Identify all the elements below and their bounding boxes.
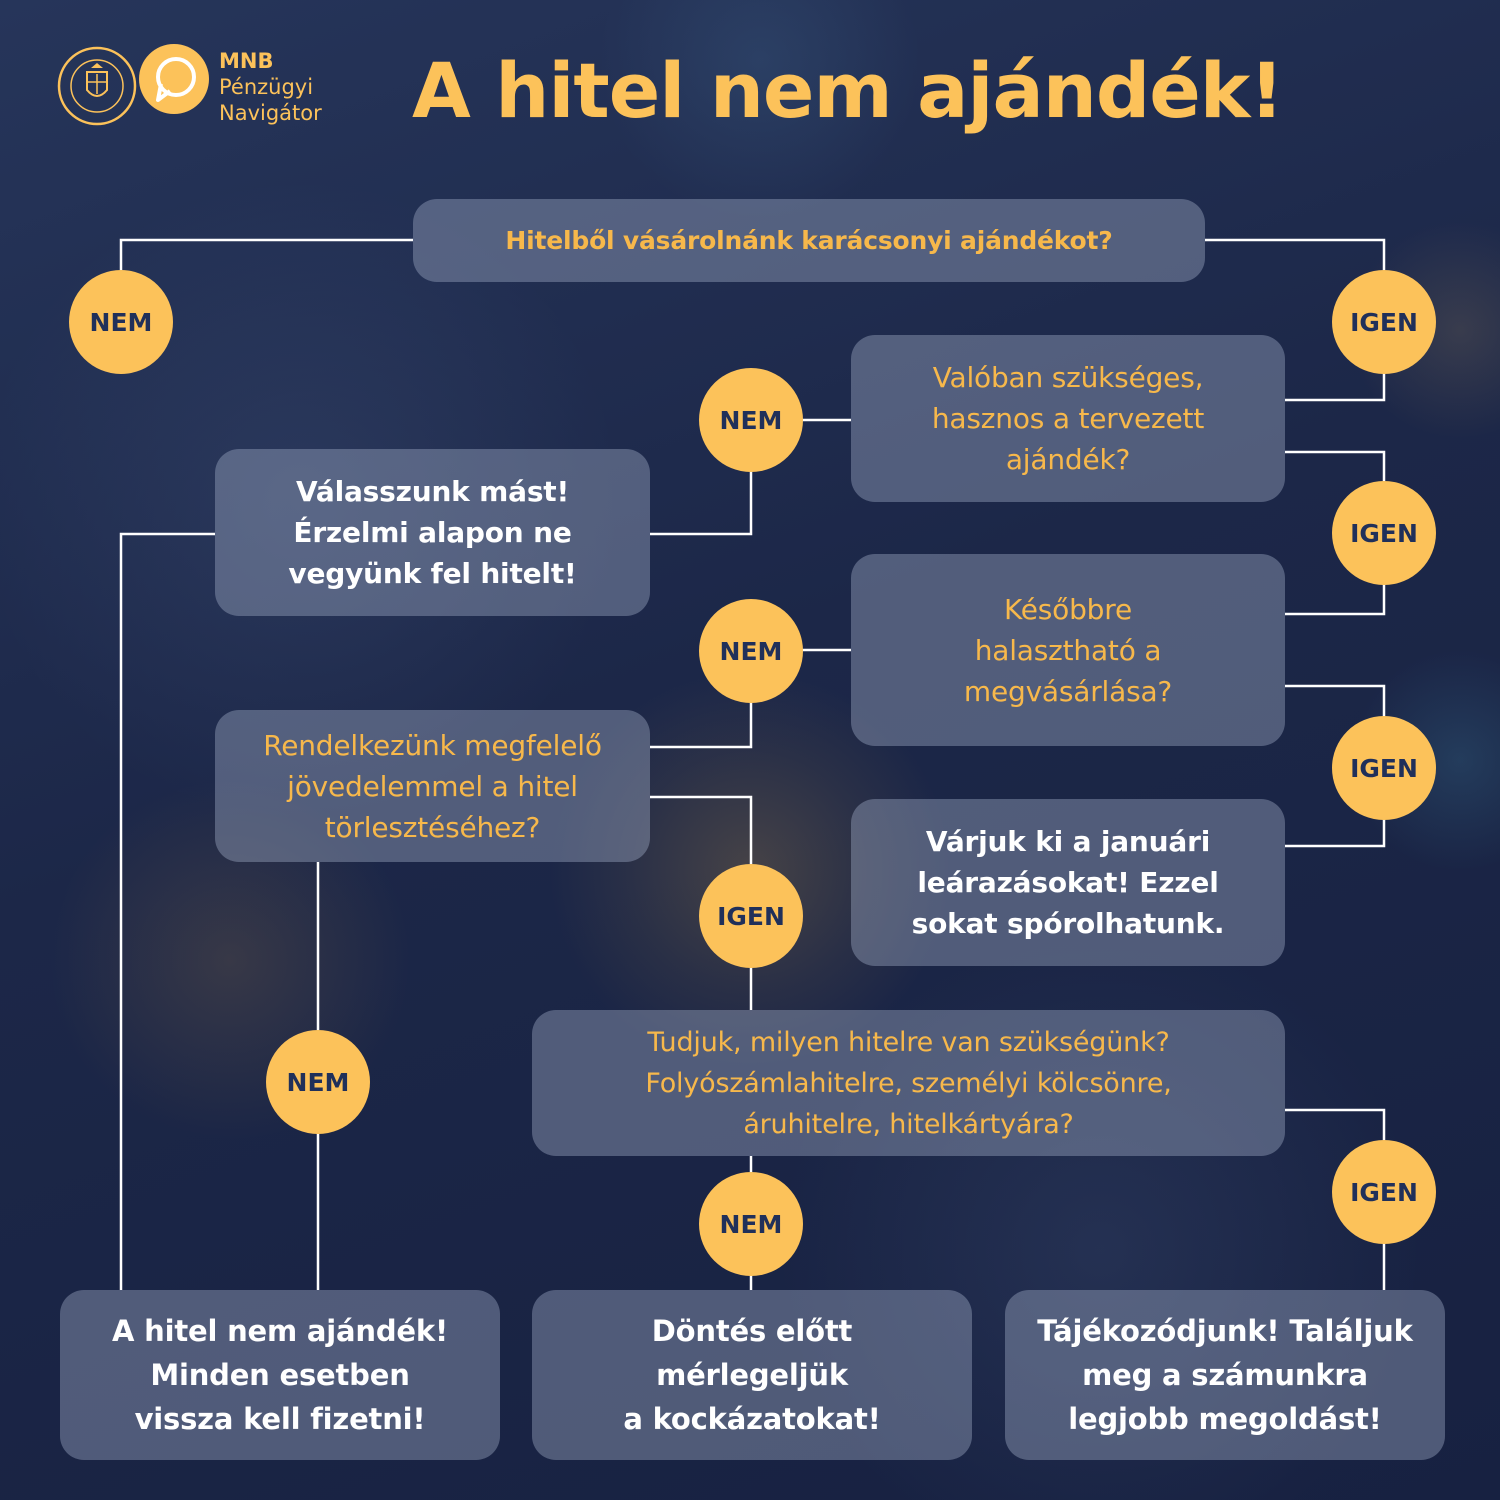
connector-choose-to-notgift [121,534,215,1290]
connector-gift-no [121,240,413,270]
answer-not-gift-text: A hitel nem ajándék! Minden esetben vissza kell fizetni! [112,1314,448,1436]
badge-no-postpone: NEM [699,599,803,703]
connector-loantype-yes [1285,1110,1384,1140]
connector-yes-to-postpone [1285,583,1384,614]
connector-gift-yes [1205,240,1384,270]
connector-postpone-yes [1285,686,1384,716]
answer-box-wait-sales [851,799,1285,966]
answer-box-find-best [1005,1290,1445,1460]
connector-no-to-income [650,701,751,747]
answer-weigh-risks-text: Döntés előtt mérlegeljük a kockázatokat! [623,1314,881,1436]
logo-brand: MNB [219,49,274,73]
badge-no-loan-type: NEM [699,1172,803,1276]
badge-yes-income: IGEN [699,864,803,968]
question-box-income [215,710,650,862]
badge-yes-gift: IGEN [1332,270,1436,374]
logo-line1: Pénzügyi [219,75,314,99]
navigator-icon [139,44,209,114]
badge-no-needed: NEM [699,368,803,472]
answer-box-not-gift [60,1290,500,1460]
connector-needed-yes [1285,452,1384,481]
badge-yes-loan-type: IGEN [1332,1140,1436,1244]
badge-yes-postpone: IGEN [1332,716,1436,820]
mnb-seal-icon [57,44,137,136]
badge-no-gift: NEM [69,270,173,374]
answer-wait-sales-text: Várjuk ki a januári leárazásokat! Ezzel sokat spórolhatunk. [911,825,1225,940]
answer-box-weigh-risks [532,1290,972,1460]
logo-line2: Navigátor [219,101,322,125]
connector-no-to-choose [650,471,751,534]
page-title: A hitel nem ajándék! [412,46,1283,135]
badge-yes-needed: IGEN [1332,481,1436,585]
answer-choose-other-text: Válasszunk mást! Érzelmi alapon ne vegyünk fel hitelt! [288,475,577,590]
connector-yes-to-wait [1285,818,1384,846]
question-box-postpone [851,554,1285,746]
question-income-text: Rendelkezünk megfelelő jövedelemmel a hitel törlesztéséhez? [263,728,602,844]
answer-box-choose-other [215,449,650,616]
connector-income-yes [650,797,751,864]
question-gift-text: Hitelből vásárolnánk karácsonyi ajándékot? [505,226,1113,255]
question-needed-text: Valóban szükséges, hasznos a tervezett ajándék? [931,361,1205,476]
answer-find-best-text: Tájékozódjunk! Találjuk meg a számunkra legjobb megoldást! [1037,1314,1413,1436]
connector-yes-to-needed [1285,372,1384,400]
mnb-logo [57,44,357,136]
question-box-loan-type [532,1010,1285,1156]
question-box-gift [413,199,1205,282]
question-postpone-text: Későbbre halasztható a megvásárlása? [963,592,1173,708]
logo-text [219,48,322,126]
badge-no-income: NEM [266,1030,370,1134]
question-loan-type-text: Tudjuk, milyen hitelre van szükségünk? Folyószámlahitelre, személyi kölcsönre, áruhitelre, hitelkártyára? [645,1026,1172,1140]
question-box-needed [851,335,1285,502]
